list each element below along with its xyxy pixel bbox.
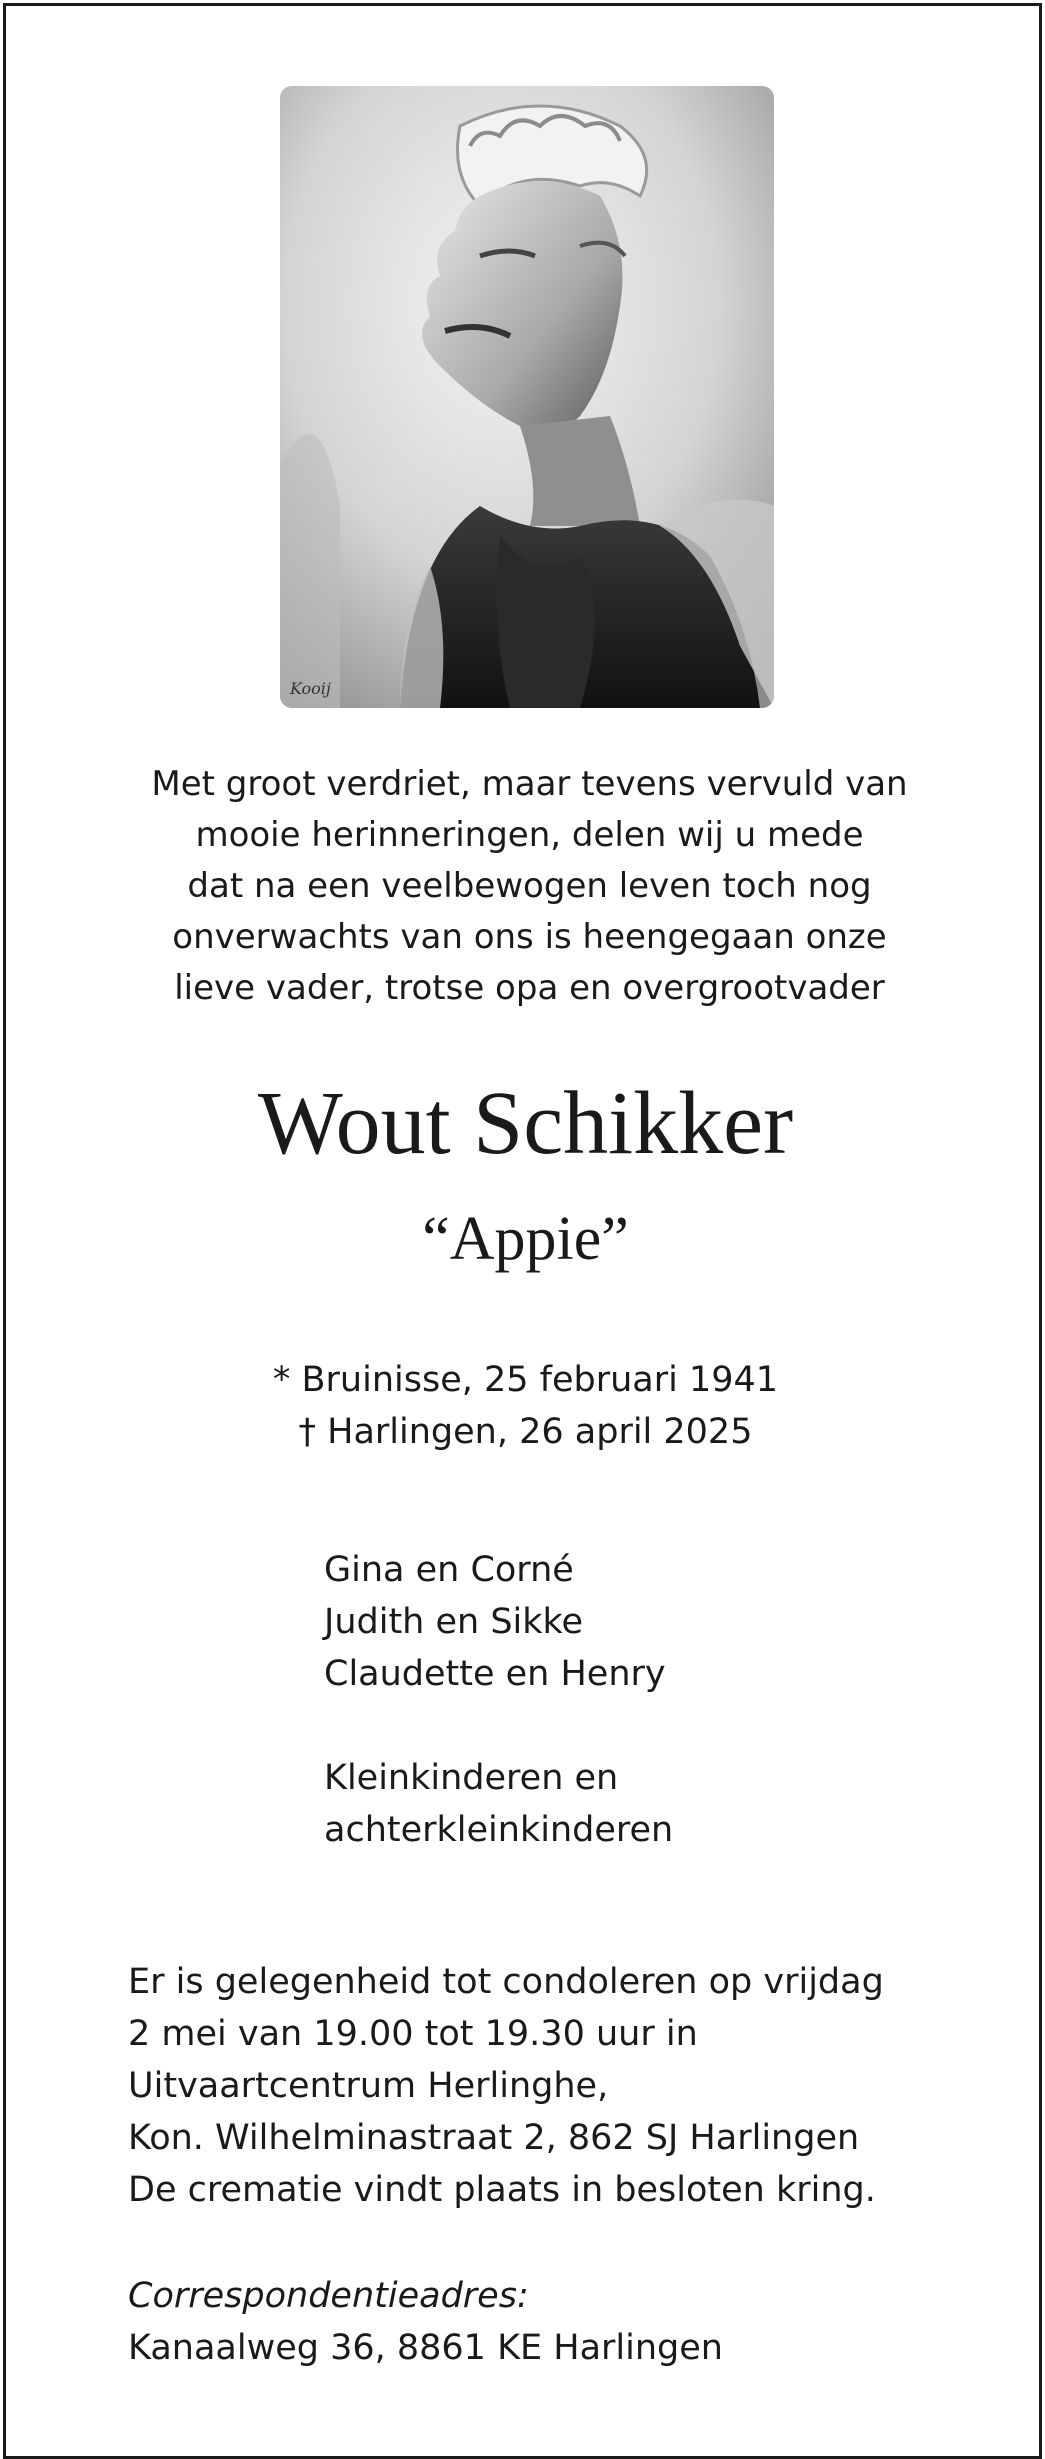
family-member: Judith en Sikke [324,1602,584,1642]
condolence-line: 2 mei van 19.00 tot 19.30 uur in [128,2014,698,2054]
condolence-line: Uitvaartcentrum Herlinghe, [128,2066,609,2106]
birth-date: * Bruinisse, 25 februari 1941 [272,1360,779,1400]
condolence-line: Er is gelegenheid tot condoleren op vrijdag [128,1962,884,2002]
intro-line: lieve vader, trotse opa en overgrootvader [174,968,885,1008]
intro-line: mooie herinneringen, delen wij u mede [195,815,864,855]
portrait-image [280,86,774,708]
family-list [324,1544,673,1856]
intro-line: dat na een veelbewogen leven toch nog [187,866,872,906]
family-member: Gina en Corné [324,1550,574,1590]
grandchildren-line: achterkleinkinderen [324,1810,674,1850]
deceased-name: Wout Schikker [257,1074,794,1173]
correspondence-label: Correspondentieadres: [128,2276,529,2316]
life-dates [6,1354,1045,1458]
condolence-info [128,1956,884,2216]
condolence-line: De crematie vindt plaats in besloten kring. [128,2170,876,2210]
death-date: † Harlingen, 26 april 2025 [298,1412,753,1452]
condolence-line: Kon. Wilhelminastraat 2, 862 SJ Harlingen [128,2118,860,2158]
painter-signature: Kooij [290,679,331,698]
notice-frame [3,3,1042,2459]
intro-line: onverwachts van ons is heengegaan onze [172,917,887,957]
intro-text [66,759,993,1014]
deceased-nickname: “Appie” [422,1205,629,1273]
grandchildren-line: Kleinkinderen en [324,1758,619,1798]
family-member: Claudette en Henry [324,1654,666,1694]
portrait-painting [280,86,774,708]
correspondence-address: Kanaalweg 36, 8861 KE Harlingen [128,2328,723,2368]
intro-line: Met groot verdriet, maar tevens vervuld van [151,764,908,804]
